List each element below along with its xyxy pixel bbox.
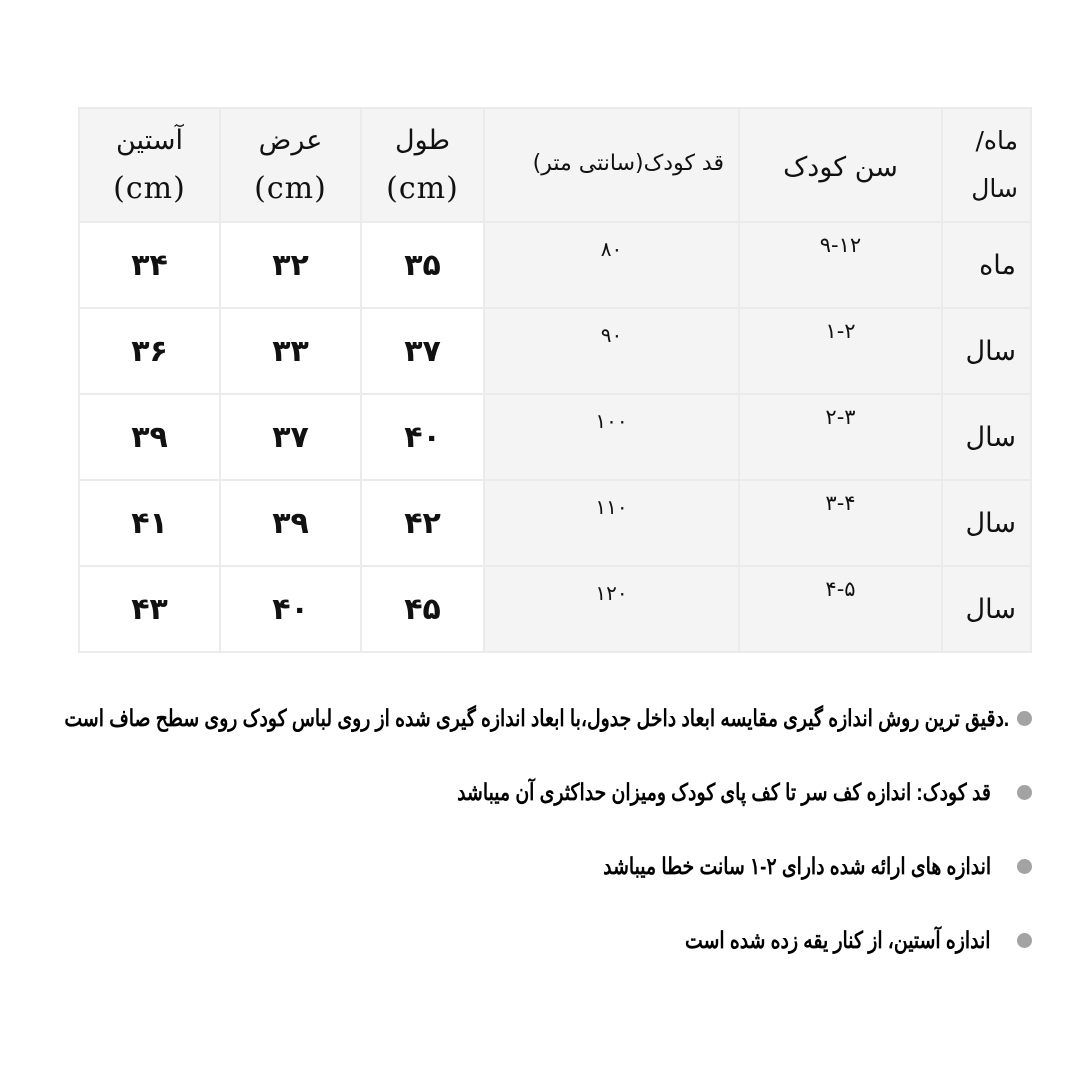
table-row xyxy=(79,308,1031,394)
note-item xyxy=(32,838,1032,894)
cell-width: ۴۰ xyxy=(220,566,361,652)
cell-age: ۳-۴ xyxy=(739,480,942,566)
cell-length: ۳۷ xyxy=(361,308,484,394)
cell-length: ۴۲ xyxy=(361,480,484,566)
cell-unit: سال xyxy=(942,394,1031,480)
header-sleeve xyxy=(79,108,220,222)
cell-height: ۱۲۰ xyxy=(484,566,739,652)
cell-height: ۸۰ xyxy=(484,222,739,308)
note-item xyxy=(32,764,1032,820)
header-child-height-label: قد کودک(سانتی متر) xyxy=(532,150,724,176)
note-text: .دقیق ترین روش اندازه گیری مقایسه ابعاد داخل جدول،با ابعاد اندازه گیری شده از روی لباس کودک روی سطح صاف است xyxy=(64,704,1009,731)
cell-unit: سال xyxy=(942,308,1031,394)
cell-unit: ماه xyxy=(942,222,1031,308)
table-row xyxy=(79,394,1031,480)
cell-unit: سال xyxy=(942,480,1031,566)
cell-height: ۱۰۰ xyxy=(484,394,739,480)
bullet-dot-icon xyxy=(1017,933,1032,948)
size-chart-table xyxy=(78,107,1032,653)
header-child-age xyxy=(739,108,942,222)
note-item xyxy=(32,690,1032,746)
measurement-notes-list xyxy=(32,690,1032,986)
header-month-year xyxy=(942,108,1031,222)
bullet-dot-icon xyxy=(1017,785,1032,800)
header-length xyxy=(361,108,484,222)
cell-length: ۴۰ xyxy=(361,394,484,480)
cell-age: ۱-۲ xyxy=(739,308,942,394)
header-month-year-line2: سال xyxy=(971,174,1018,203)
table-row xyxy=(79,566,1031,652)
cell-height: ۱۱۰ xyxy=(484,480,739,566)
cell-age: ۲-۳ xyxy=(739,394,942,480)
cell-age: ۹-۱۲ xyxy=(739,222,942,308)
header-child-height xyxy=(484,108,739,222)
header-sleeve-unit: (cm) xyxy=(113,171,186,206)
table-header-row xyxy=(79,108,1031,222)
note-text: اندازه های ارائه شده دارای ۲-۱ سانت خطا میباشد xyxy=(603,852,991,879)
bullet-dot-icon xyxy=(1017,859,1032,874)
cell-age: ۴-۵ xyxy=(739,566,942,652)
cell-sleeve: ۴۱ xyxy=(79,480,220,566)
cell-sleeve: ۳۴ xyxy=(79,222,220,308)
header-length-label: طول xyxy=(394,125,451,156)
note-text: قد کودک: اندازه کف سر تا کف پای کودک ومیزان حداکثری آن میباشد xyxy=(457,778,991,805)
header-sleeve-label: آستین xyxy=(116,125,183,156)
header-width-unit: (cm) xyxy=(254,171,327,206)
table-row xyxy=(79,222,1031,308)
cell-width: ۳۷ xyxy=(220,394,361,480)
bullet-dot-icon xyxy=(1017,711,1032,726)
cell-width: ۳۲ xyxy=(220,222,361,308)
cell-length: ۴۵ xyxy=(361,566,484,652)
cell-height: ۹۰ xyxy=(484,308,739,394)
cell-unit: سال xyxy=(942,566,1031,652)
header-child-age-label: سن کودک xyxy=(783,151,898,183)
note-item xyxy=(32,912,1032,968)
cell-length: ۳۵ xyxy=(361,222,484,308)
cell-sleeve: ۳۹ xyxy=(79,394,220,480)
cell-width: ۳۳ xyxy=(220,308,361,394)
cell-sleeve: ۴۳ xyxy=(79,566,220,652)
cell-sleeve: ۳۶ xyxy=(79,308,220,394)
header-width-label: عرض xyxy=(258,125,323,156)
header-length-unit: (cm) xyxy=(386,171,459,206)
note-text: اندازه آستین، از کنار یقه زده شده است xyxy=(685,926,991,953)
table-row xyxy=(79,480,1031,566)
cell-width: ۳۹ xyxy=(220,480,361,566)
header-month-year-line1: ماه/ xyxy=(975,126,1018,155)
header-width xyxy=(220,108,361,222)
